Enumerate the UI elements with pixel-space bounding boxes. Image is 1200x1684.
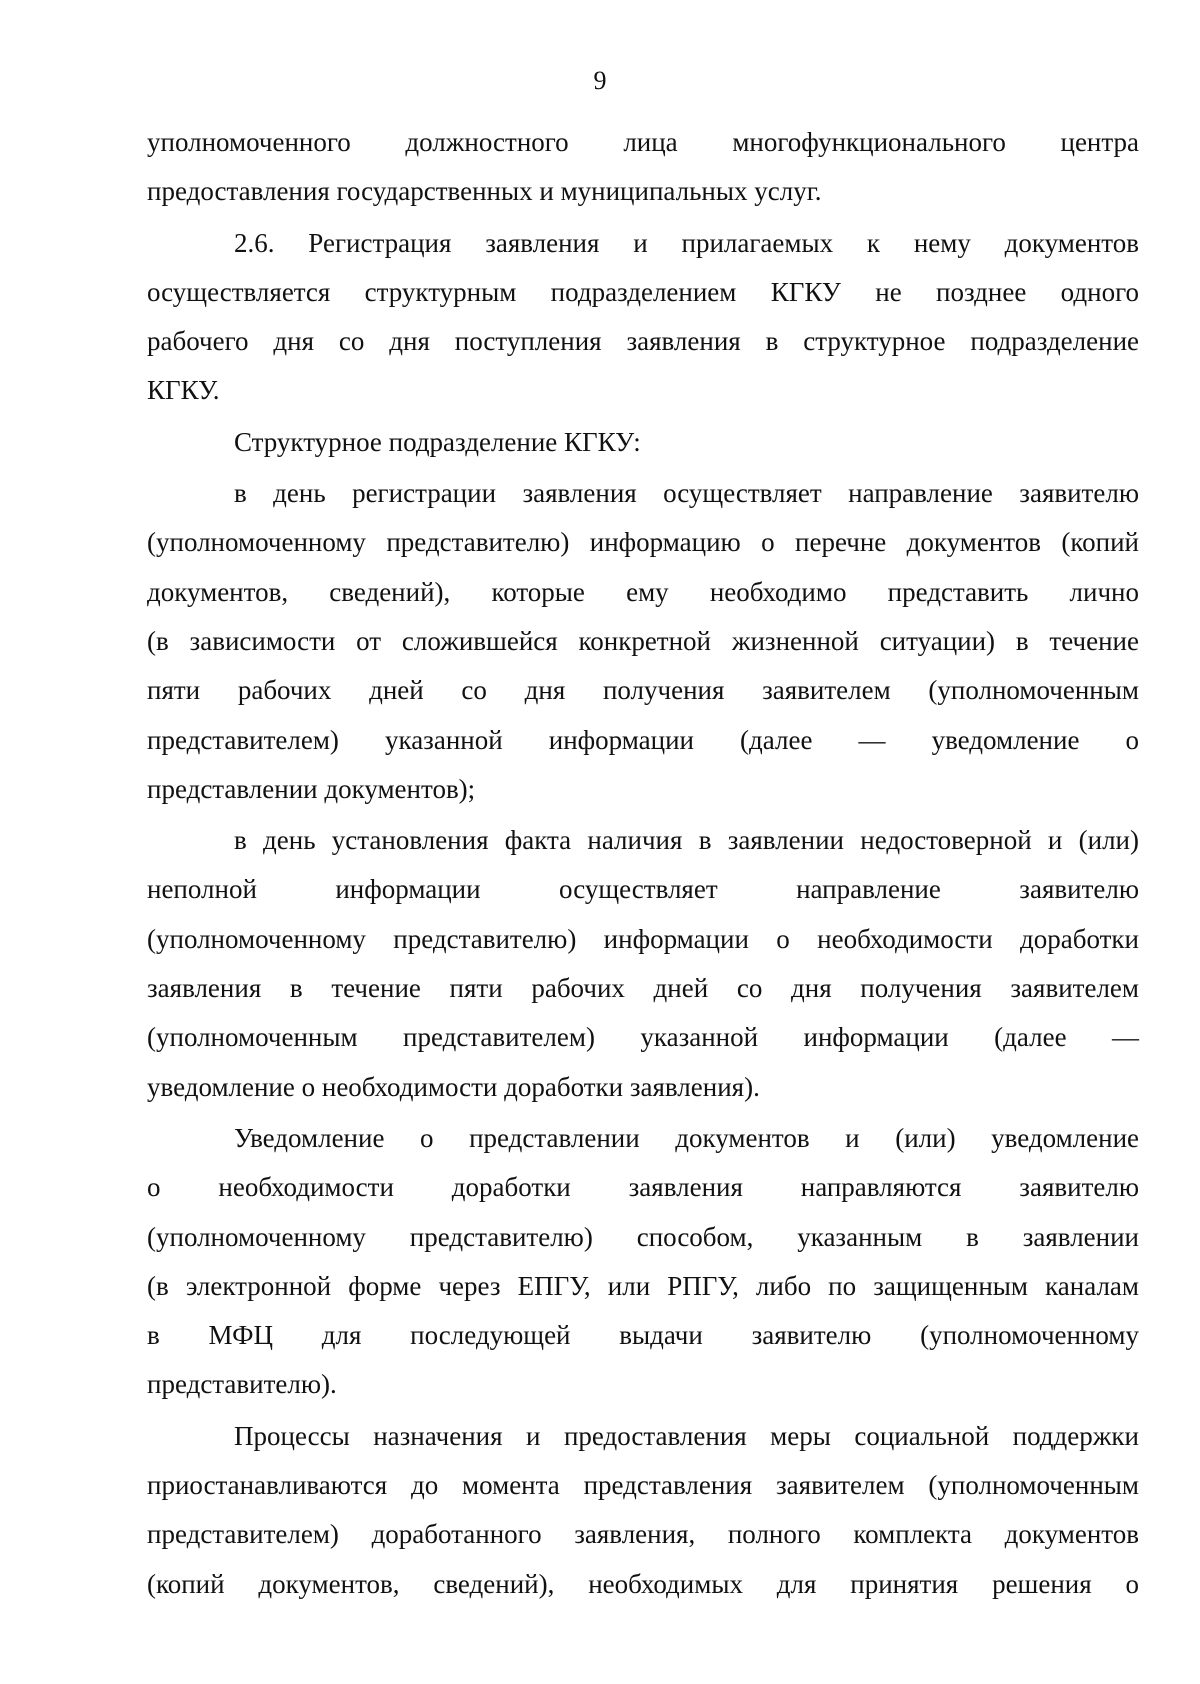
page-number: 9	[593, 66, 607, 95]
text-line: 2.6. Регистрация заявления и прилагаемых к нему документов	[234, 227, 1139, 258]
text-line: неполной информации осуществляет направление заявителю	[147, 874, 1139, 905]
text-line: предоставления государственных и муниципальных услуг.	[147, 176, 822, 207]
text-line: уполномоченного должностного лица многофункционального центра	[147, 127, 1139, 157]
text-line: осуществляется структурным подразделением КГКУ не позднее одного	[147, 276, 1139, 307]
text-line: (в электронной форме через ЕПГУ, или РПГУ, либо по защищенным каналам	[147, 1270, 1139, 1301]
text-line: (в зависимости от сложившейся конкретной жизненной ситуации) в течение	[147, 625, 1139, 656]
text-line: КГКУ.	[147, 375, 220, 406]
text-line: приостанавливаются до момента представления заявителем (уполномоченным	[147, 1470, 1139, 1501]
text-line: (копий документов, сведений), необходимых для принятия решения о	[147, 1568, 1139, 1599]
text-line: Структурное подразделение КГКУ:	[234, 426, 641, 457]
text-line: в день регистрации заявления осуществляет направление заявителю	[234, 478, 1139, 509]
text-line: представителю).	[147, 1369, 337, 1400]
text-line: представителем) доработанного заявления, полного комплекта документов	[147, 1519, 1139, 1550]
text-line: уведомление о необходимости доработки заявления).	[147, 1071, 760, 1102]
document-body	[147, 118, 1139, 1609]
text-line: пяти рабочих дней со дня получения заявителем (уполномоченным	[147, 675, 1139, 706]
text-line: в день установления факта наличия в заявлении недостоверной и (или)	[234, 825, 1139, 856]
text-line: в МФЦ для последующей выдачи заявителю (уполномоченному	[147, 1320, 1139, 1351]
text-line: Процессы назначения и предоставления меры социальной поддержки	[234, 1420, 1139, 1451]
text-line: (уполномоченным представителем) указанной информации (далее —	[147, 1022, 1139, 1053]
text-line: документов, сведений), которые ему необходимо представить лично	[147, 576, 1139, 607]
text-line: (уполномоченному представителю) способом, указанным в заявлении	[147, 1221, 1139, 1252]
text-line: (уполномоченному представителю) информацию о перечне документов (копий	[147, 527, 1139, 558]
text-line: (уполномоченному представителю) информации о необходимости доработки	[147, 923, 1139, 954]
text-line: Уведомление о представлении документов и (или) уведомление	[234, 1122, 1139, 1153]
text-line: заявления в течение пяти рабочих дней со дня получения заявителем	[147, 973, 1139, 1004]
text-line: представлении документов);	[147, 773, 476, 804]
text-line: рабочего дня со дня поступления заявления в структурное подразделение	[147, 326, 1139, 357]
text-line: представителем) указанной информации (далее — уведомление о	[147, 724, 1139, 755]
text-line: о необходимости доработки заявления направляются заявителю	[147, 1172, 1139, 1203]
